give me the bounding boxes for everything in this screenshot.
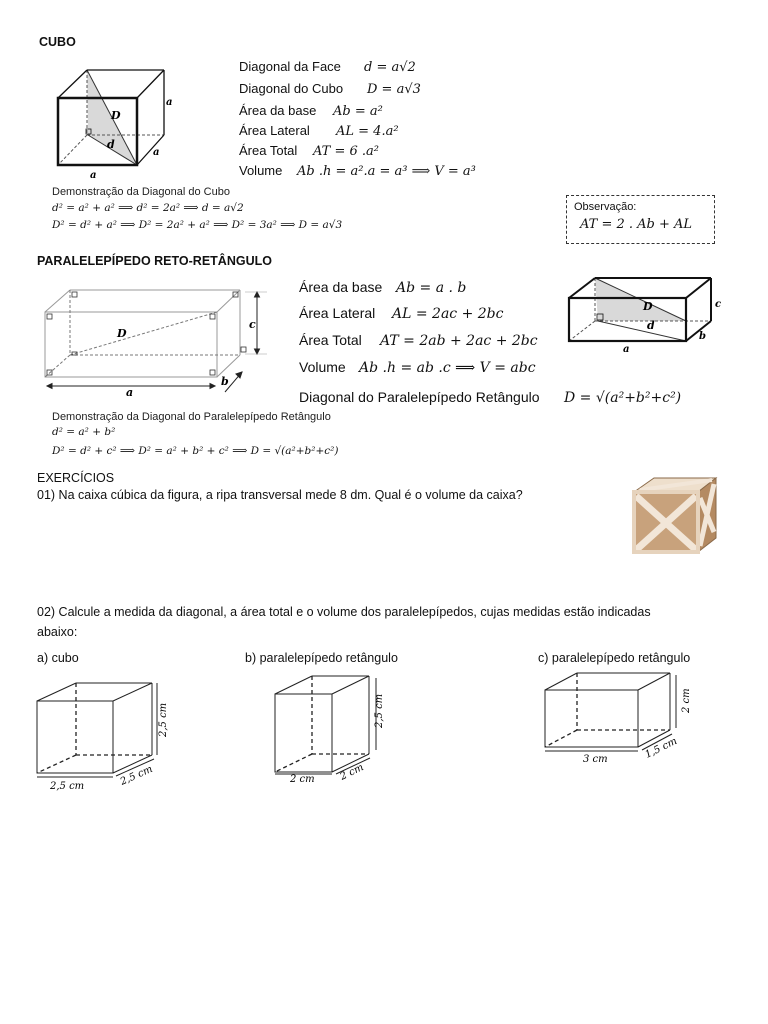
exercicio-01-text: 01) Na caixa cúbica da figura, a ripa transversal mede 8 dm. Qual é o volume da caixa? — [37, 488, 523, 502]
exercicio-02-line2: abaixo: — [37, 625, 78, 639]
item-c-width-label: 3 cm — [583, 754, 608, 765]
exercicios-title: EXERCÍCIOS — [37, 471, 115, 485]
cube-label-a-side: a — [153, 147, 160, 158]
observation-formula: AT = 2 . Ab + AL — [580, 217, 693, 232]
observation-title: Observação: — [574, 201, 637, 213]
par-diagonal-formula: Diagonal do Paralelepípedo Retângulo D = √(a²+b²+c²) — [299, 389, 682, 406]
exercicio-02-line1: 02) Calcule a medida da diagonal, a área total e o volume dos paralelepípedos, cujas medidas estão indicadas — [37, 605, 651, 619]
par-formula-2: Área Total AT = 2ab + 2ac + 2bc — [299, 332, 538, 349]
item-c-height-label: 2 cm — [681, 688, 692, 713]
cubo-formula-4: Área Total AT = 6 .a² — [239, 143, 380, 159]
cubo-demo-title: Demonstração da Diagonal do Cubo — [52, 186, 230, 198]
item-b-width-label: 2 cm — [290, 774, 315, 785]
item-b-height-label: 2,5 cm — [374, 693, 385, 728]
item-a-cube — [30, 677, 180, 797]
item-a-height-label: 2,5 cm — [158, 702, 169, 737]
cubo-formula-3: Área Lateral AL = 4.a² — [239, 123, 399, 139]
par-label-c: c — [249, 318, 256, 331]
cubo-demo-line-1: D² = d² + a² ⟹ D² = 2a² + a² ⟹ D² = 3a² ⟹ D = a√3 — [52, 219, 343, 231]
cubo-title: CUBO — [39, 35, 76, 49]
paralelepipedo-diagram — [35, 282, 280, 410]
cubo-formula-1: Diagonal do Cubo D = a√3 — [239, 81, 421, 97]
par-demo-title: Demonstração da Diagonal do Paralelepípedo Retângulo — [52, 411, 331, 423]
cubo-formula-5: Volume Ab .h = a².a = a³ ⟹ V = a³ — [239, 163, 476, 179]
cube-diagram — [40, 55, 200, 185]
item-a-width-label: 2,5 cm — [50, 781, 85, 792]
par-label-b: b — [221, 375, 229, 388]
par-label-a: a — [126, 386, 134, 399]
item-c-box — [540, 668, 700, 768]
par-label-D: D — [117, 327, 127, 340]
par2-label-a: a — [623, 344, 630, 355]
par2-label-D: D — [643, 300, 653, 313]
wooden-box-picture — [628, 470, 720, 556]
par-demo-line-0: d² = a² + b² — [52, 426, 116, 438]
cubo-formula-0: Diagonal da Face d = a√2 — [239, 59, 416, 75]
cubo-demo-line-0: d² = a² + a² ⟹ d² = 2a² ⟹ d = a√2 — [52, 202, 244, 214]
cube-label-a-bottom: a — [90, 170, 97, 181]
paralelepipedo-title: PARALELEPÍPEDO RETO-RETÂNGULO — [37, 254, 272, 268]
cube-label-a-right: a — [166, 97, 173, 108]
cubo-formula-2: Área da base Ab = a² — [239, 103, 383, 119]
item-a-label: a) cubo — [37, 651, 79, 665]
cube-label-d: d — [107, 138, 115, 151]
par-demo-line-1: D² = d² + c² ⟹ D² = a² + b² + c² ⟹ D = √(a²+b²+c²) — [52, 445, 339, 457]
item-c-depth-label: 1,5 cm — [643, 735, 680, 761]
item-b-label: b) paralelepípedo retângulo — [245, 651, 398, 665]
observation-box — [566, 195, 715, 244]
paralelepipedo-diagram-2 — [563, 273, 728, 355]
item-c-label: c) paralelepípedo retângulo — [538, 651, 691, 665]
par-formula-1: Área Lateral AL = 2ac + 2bc — [299, 305, 504, 322]
par-formula-3: Volume Ab .h = ab .c ⟹ V = abc — [299, 359, 536, 376]
cube-label-D: D — [111, 109, 121, 122]
item-a-depth-label: 2,5 cm — [118, 763, 155, 788]
par-formula-0: Área da base Ab = a . b — [299, 279, 467, 296]
item-b-box — [270, 670, 390, 785]
par2-label-d: d — [647, 319, 655, 332]
par2-label-b: b — [699, 331, 706, 342]
item-b-depth-label: 2 cm — [338, 762, 366, 783]
par2-label-c: c — [715, 299, 722, 310]
